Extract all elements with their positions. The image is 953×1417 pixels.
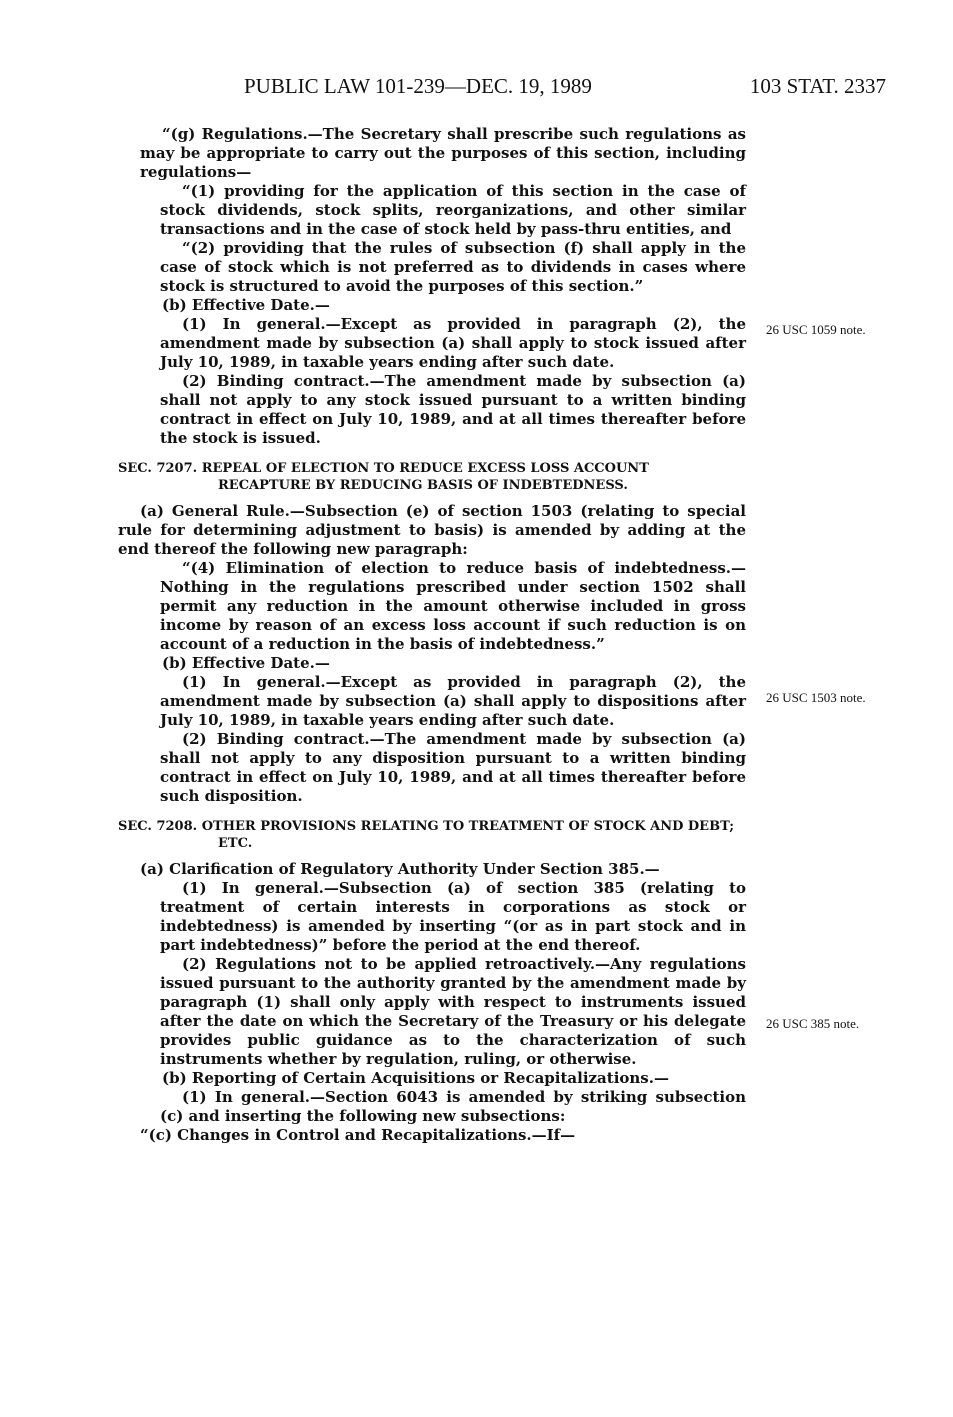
page-header xyxy=(244,74,894,104)
paragraph-c-quote: “(c) Changes in Control and Recapitalizations.—If— xyxy=(140,1126,576,1144)
heading-effective-date-1: (b) Effective Date.— xyxy=(162,296,330,314)
margin-note-1059: 26 USC 1059 note. xyxy=(766,322,866,337)
paragraph-7208-b: (b) Reporting of Certain Acquisitions or Recapitalizations.— xyxy=(162,1069,669,1087)
paragraph-7208-a2: (2) Regulations not to be applied retroactively.—Any regulations issued pursuant to the authority granted by the amendment made by paragraph (1) shall only apply with respect to instruments issued after the date on which the Secretary of the Treasury or his delegate provides public guidance as to the characterization of such instruments whether by regulation, ruling, or otherwise. xyxy=(160,955,746,1068)
paragraph-g1: “(1) providing for the application of this section in the case of stock dividends, stock splits, reorganizations, and other similar transactions and in the case of stock held by pass-thru entities, and xyxy=(160,182,746,238)
paragraph-7207-a: (a) General Rule.—Subsection (e) of section 1503 (relating to special rule for determining adjustment to basis) is amended by adding at the end thereof the following new paragraph: xyxy=(118,502,746,558)
paragraph-b2-general: (1) In general.—Except as provided in paragraph (2), the amendment made by subsection (a) shall apply to dispositions after July 10, 1989, in taxable years ending after such date. xyxy=(160,673,746,729)
heading-effective-date-2: (b) Effective Date.— xyxy=(162,654,330,672)
paragraph-7208-b1: (1) In general.—Section 6043 is amended by striking subsection (c) and inserting the following new subsections: xyxy=(160,1088,746,1125)
header-title: PUBLIC LAW 101-239—DEC. 19, 1989 xyxy=(244,74,592,98)
section-7207-heading: SEC. 7207. REPEAL OF ELECTION TO REDUCE EXCESS LOSS ACCOUNT RECAPTURE BY REDUCING BASIS OF INDEBTEDNESS. xyxy=(118,461,649,493)
header-page-number: 103 STAT. 2337 xyxy=(749,74,886,98)
main-text-column xyxy=(118,125,746,1145)
margin-note-385: 26 USC 385 note. xyxy=(766,1016,860,1031)
margin-note-1503: 26 USC 1503 note. xyxy=(766,690,866,705)
paragraph-7208-a1: (1) In general.—Subsection (a) of section 385 (relating to treatment of certain interests in corporations as stock or indebtedness) is amended by inserting “(or as in part stock and in part indebtedness)” before the period at the end thereof. xyxy=(160,879,746,954)
paragraph-b1-binding: (2) Binding contract.—The amendment made by subsection (a) shall not apply to any stock issued pursuant to a written binding contract in effect on July 10, 1989, and at all times thereafter before the stock is issued. xyxy=(160,372,746,447)
paragraph-7208-a: (a) Clarification of Regulatory Authority Under Section 385.— xyxy=(140,860,660,878)
paragraph-g-regulations: “(g) Regulations.—The Secretary shall prescribe such regulations as may be appropriate to carry out the purposes of this section, including regulations— xyxy=(140,125,746,181)
section-7208-heading: SEC. 7208. OTHER PROVISIONS RELATING TO TREATMENT OF STOCK AND DEBT; ETC. xyxy=(118,819,735,851)
paragraph-b1-general: (1) In general.—Except as provided in paragraph (2), the amendment made by subsection (a) shall apply to stock issued after July 10, 1989, in taxable years ending after such date. xyxy=(160,315,746,371)
paragraph-g2: “(2) providing that the rules of subsection (f) shall apply in the case of stock which is not preferred as to dividends in cases where stock is structured to avoid the purposes of this section.” xyxy=(160,239,746,295)
paragraph-b2-binding: (2) Binding contract.—The amendment made by subsection (a) shall not apply to any disposition pursuant to a written binding contract in effect on July 10, 1989, and at all times thereafter before such disposition. xyxy=(160,730,746,805)
paragraph-7207-quote-4: “(4) Elimination of election to reduce basis of indebtedness.—Nothing in the regulations prescribed under section 1502 shall permit any reduction in the amount otherwise included in gross income by reason of an excess loss account if such reduction is on account of a reduction in the basis of indebtedness.” xyxy=(160,559,746,653)
